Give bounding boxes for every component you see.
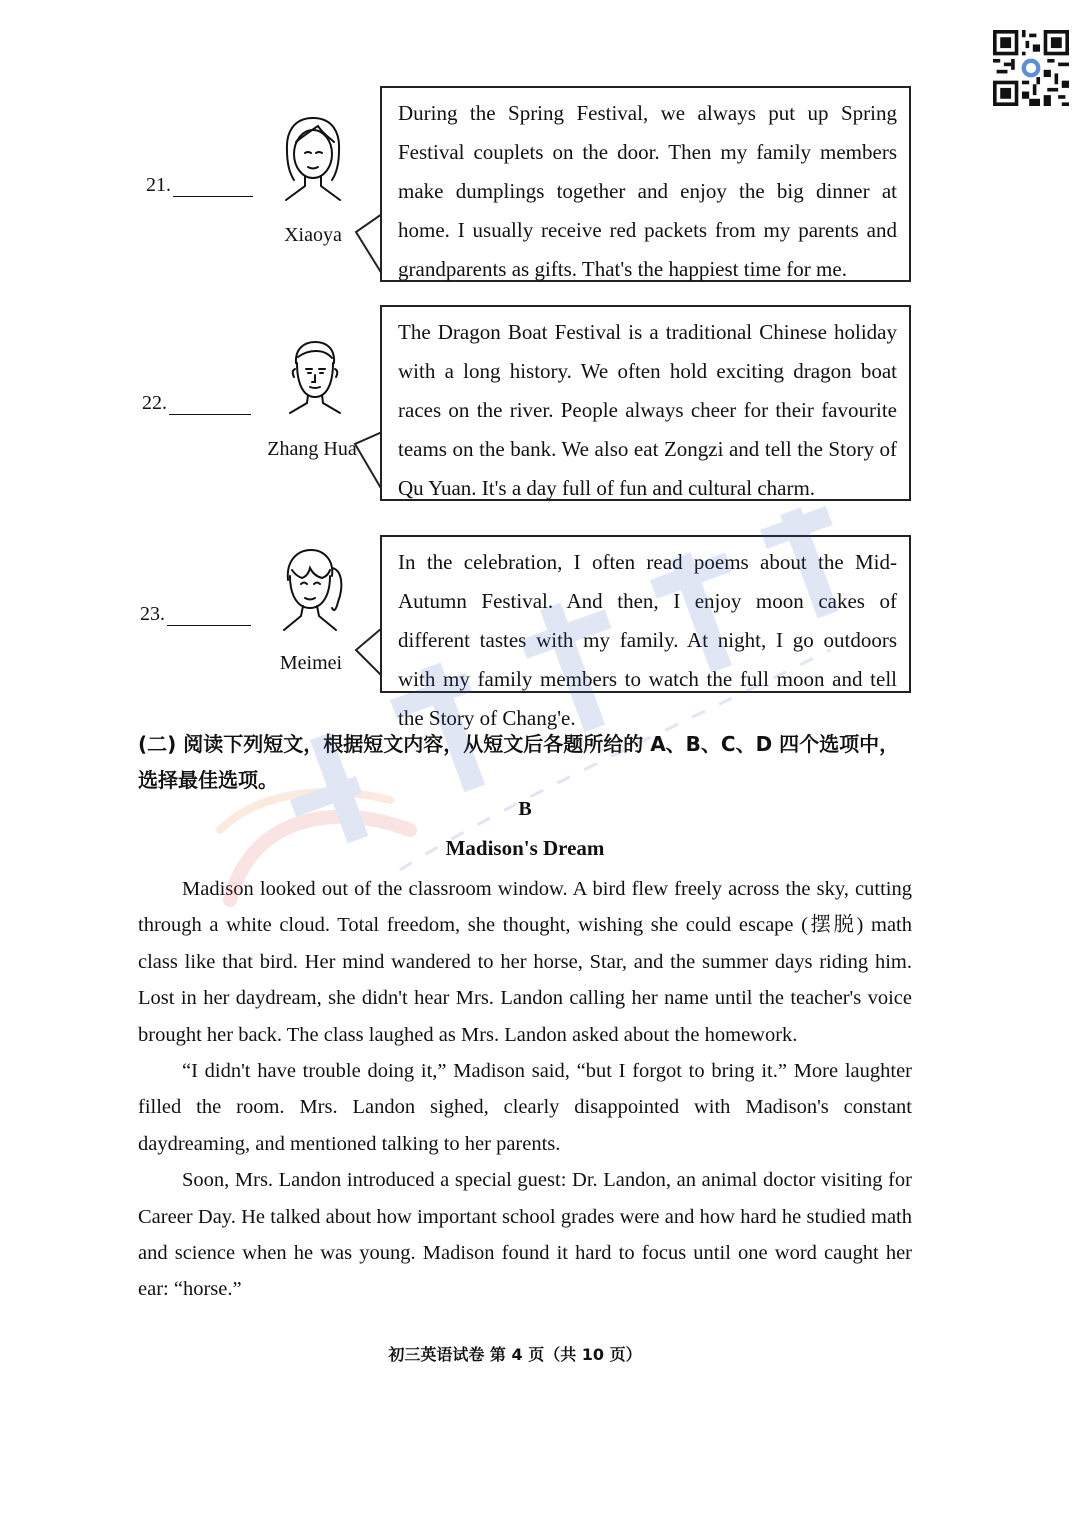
passage-letter: B (518, 798, 532, 820)
speech-bubble (380, 305, 911, 501)
answer-blank[interactable] (173, 173, 253, 197)
answer-blank[interactable] (167, 602, 251, 626)
qr-code-icon (993, 30, 1069, 106)
section-instruction: (二) 阅读下列短文，根据短文内容，从短文后各题所给的 A、B、C、D 四个选项中，选择最佳选项。 (138, 732, 900, 792)
speaker-name: Xiaoya (284, 224, 342, 246)
passage-paragraph: Soon, Mrs. Landon introduced a special guest: Dr. Landon, an animal doctor visiting for Career Day. He talked about how important school grades were and how hard he studied math and science when he was young. Madison found it hard to focus until one word caught her ear: “horse.” (138, 1169, 912, 1301)
bubble-text: In the celebration, I often read poems about the Mid-Autumn Festival. And then, I enjoy moon cakes of different tastes with my family. At night, I go outdoors with my family members to watch the full moon and tell the Story of Chang'e. (398, 550, 897, 730)
page-footer: 初三英语试卷 第 4 页（共 10 页） (388, 1345, 642, 1364)
question-21 (146, 173, 253, 197)
question-number: 22. (142, 392, 167, 414)
answer-blank[interactable] (169, 391, 251, 415)
girl-short-hair-icon (278, 112, 348, 212)
question-number: 21. (146, 174, 171, 196)
speaker-name: Meimei (279, 652, 343, 674)
speech-bubble (380, 535, 911, 730)
passage-body (138, 871, 912, 1308)
question-22 (142, 391, 251, 415)
bubble-text: During the Spring Festival, we always put up Spring Festival couplets on the door. Then my family members make dumplings together and enjoy the big dinner at home. I usually receive red packets from my parents and grandparents as gifts. That's the happiest time for me. (398, 101, 897, 281)
question-23 (140, 602, 251, 626)
passage-title: Madison's Dream (445, 836, 605, 860)
speech-bubble-tail (353, 432, 383, 502)
bubble-text: The Dragon Boat Festival is a traditional Chinese holiday with a long history. We often hold exciting dragon boat races on the river. People always cheer for their favourite teams on the bank. We also eat Zongzi and tell the Story of Qu Yuan. It's a day full of fun and cultural charm. (398, 320, 897, 500)
girl-ponytail-icon (276, 546, 348, 638)
passage-paragraph: Madison looked out of the classroom window. A bird flew freely across the sky, cutting through a white cloud. Total freedom, she thought, wishing she could escape (摆脱) math class like that bird. Her mind wandered to her horse, Star, and the summer days riding him. Lost in her daydream, she didn't hear Mrs. Landon calling her name until the teacher's voice brought her back. The class laughed as Mrs. Landon asked about the homework. (138, 878, 912, 1046)
passage-paragraph: “I didn't have trouble doing it,” Madison said, “but I forgot to bring it.” More laughter filled the room. Mrs. Landon sighed, clearly disappointed with Madison's constant daydreaming, and mentioned talking to her parents. (138, 1060, 912, 1155)
speaker-name: Zhang Hua (267, 438, 357, 460)
speech-bubble (380, 86, 911, 282)
question-number: 23. (140, 603, 165, 625)
boy-short-hair-icon (282, 337, 348, 421)
